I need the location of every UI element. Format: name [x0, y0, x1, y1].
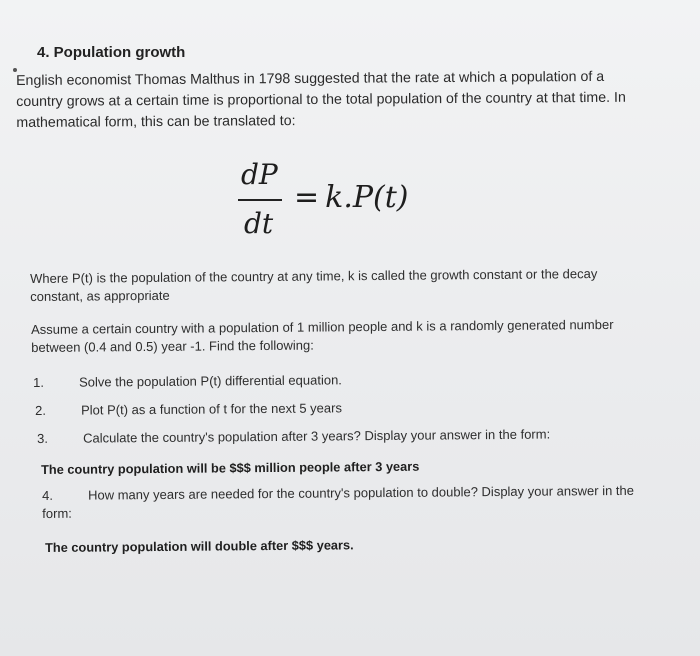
item-number: 3. — [37, 430, 48, 446]
section-heading: 4. Population growth — [37, 44, 186, 61]
answer-format-3: The country population will be $$$ million people after 3 years — [41, 458, 420, 477]
equation-numerator: dP — [241, 158, 278, 191]
where-paragraph: Where P(t) is the population of the country at any time, k is called the growth constant or the decay constant, as appropriate — [30, 266, 598, 304]
equation-denominator: dt — [244, 207, 274, 240]
item-text: How many years are needed for the country's population to double? Display your answer in the form: — [42, 482, 635, 521]
equation-rhs-group — [294, 180, 409, 215]
assume-paragraph: Assume a certain country with a population of 1 million people and k is a randomly generated number between (0.4 and 0.5) year -1. Find the following: — [31, 316, 614, 355]
item-number: 1. — [33, 374, 44, 390]
equals-sign: = — [294, 180, 320, 215]
list-item — [35, 400, 342, 418]
item-text: Plot P(t) as a function of t for the next 5 years — [80, 400, 342, 418]
list-item — [37, 427, 550, 446]
item-number: 2. — [35, 402, 46, 418]
item-text: Calculate the country's population after 3 years? Display your answer in the form: — [82, 426, 551, 446]
answer-format-4: The country population will double after $$$ years. — [45, 537, 354, 555]
item-number: 4. — [42, 487, 53, 503]
list-item — [33, 372, 342, 390]
fraction-bar — [238, 199, 282, 201]
differential-equation — [238, 158, 498, 248]
equation-rhs: k.P(t) — [325, 180, 409, 215]
item-text: Solve the population P(t) differential equation. — [78, 372, 342, 390]
intro-paragraph: English economist Thomas Malthus in 1798 suggested that the rate at which a population of a country grows at a certain time is proportional to the total population of the country at that time. In mathematical form, this can be translated to: — [16, 68, 626, 131]
list-item — [42, 482, 642, 523]
